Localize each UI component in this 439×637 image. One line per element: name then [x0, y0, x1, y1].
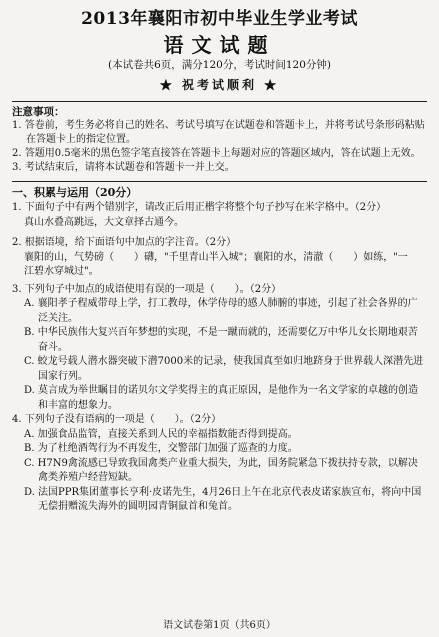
question-3 — [12, 283, 427, 414]
option-b: B. 中华民族伟大复兴百年梦想的实现，不是一蹴而就的，还需要亿万中华儿女长期地艰苦奋斗。 — [24, 327, 418, 353]
option-a: A. 襄阳孝子程威带母上学，打工教母，休学侍母的感人肺腑的事迹，引起了社会各界的广泛关注。 — [24, 298, 418, 324]
question-stem: 3. 下列句子中加点的成语使用有误的一项是（ ）。（2分） — [12, 283, 282, 295]
option-d: D. 莫言成为举世瞩目的诺贝尔文学奖得主的真正原因，是他作为一名文学家的卓越的创造和丰富的想象力。 — [24, 385, 419, 411]
question-context: 江碧水穿城过"。 — [24, 266, 99, 277]
question-4 — [12, 413, 427, 515]
notice-item: 3. 考试结束后，请将本试题卷和答题卡一并上交。 — [12, 162, 235, 173]
subject-title: 语文试题 — [163, 33, 276, 57]
option-c: C. 蛟龙号载人潜水器突破下潜7000米的记录，使我国真至如归地跻身于世界载人深潜先进国家行列。 — [24, 356, 424, 382]
option-d: D. 法国PPR集团董事长亨利·皮诺先生，4月26日上午在北京代表皮诺家族宣布，将向中国无偿捐赠流失海外的圆明园青铜鼠首和兔首。 — [24, 486, 422, 512]
divider-section — [12, 181, 427, 182]
exam-info: (本试卷共6页，满分120分，考试时间120分钟) — [108, 59, 331, 71]
option-c: C. H7N9禽流感已导致我国禽类产业重大损失，为此，国务院紧急下拨扶持专款，以解决禽类养殖户经营短缺。 — [24, 457, 418, 483]
divider-top — [12, 101, 427, 102]
notice-title: 注意事项： — [12, 106, 65, 118]
question-sentence: 真山水叠高跳远，大文章择古通今。 — [24, 216, 184, 228]
notice-item: 1. 答卷前，考生务必将自己的姓名、考试号填写在试题卷和答题卡上，并将考试号条形码粘贴在答题卡上的指定位置。 — [12, 120, 425, 145]
section-title: 一、积累与运用（20分） — [12, 186, 138, 199]
notice-block — [12, 105, 427, 175]
exam-title: 2013年襄阳市初中毕业生学业考试 — [81, 9, 358, 29]
exam-header — [12, 8, 427, 95]
page-footer: 语文试卷第1页（共6页） — [163, 620, 276, 631]
question-stem: 1. 下面句子中有两个错别字，请改正后用正楷字将整个句子抄写在米字格中。（2分） — [12, 202, 387, 213]
question-stem: 4. 下列句子没有语病的一项是（ ）。（2分） — [12, 414, 222, 425]
question-2 — [12, 236, 427, 280]
notice-item: 2. 答题用0.5毫米的黑色签字笔直接答在答题卡上每题对应的答题区域内，答在试题上无效。 — [12, 148, 421, 159]
question-1 — [12, 201, 427, 230]
option-b: B. 为了杜绝酒驾行为不再发生，交警部门加强了巡查的力度。 — [24, 443, 298, 454]
option-a: A. 加强食品监管，直接关系到人民的幸福指数能否得到提高。 — [24, 428, 298, 440]
blessing: ★ 祝考试顺利 ★ — [159, 78, 280, 92]
question-stem: 2. 根据语境，给下面语句中加点的字注音。（2分） — [12, 237, 237, 248]
question-context: 襄阳的山，气势磅（ ）礴，"千里青山半入城"；襄阳的水，清澈（ ）如练，"一 — [24, 251, 408, 263]
